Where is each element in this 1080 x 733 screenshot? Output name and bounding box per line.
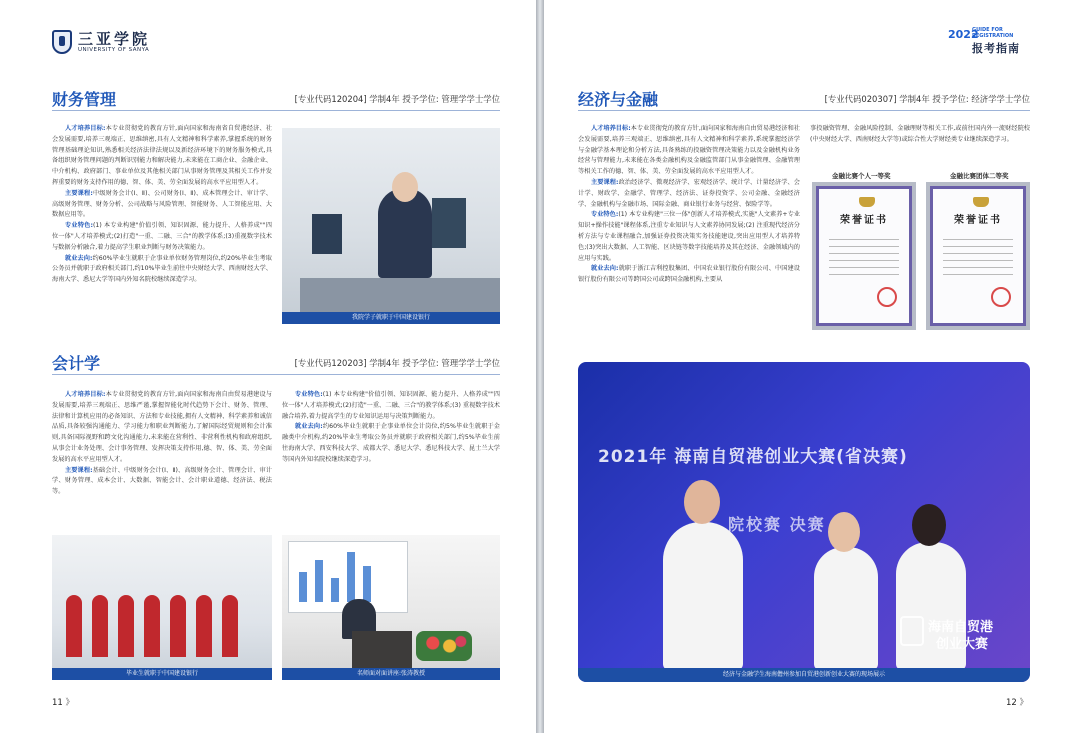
crown-icon: [973, 197, 989, 207]
finance-goal-label: 人才培养目标:: [65, 125, 106, 132]
economics-title: 经济与金融: [578, 90, 659, 109]
guide-chinese: 报考指南: [972, 42, 1020, 55]
accounting-courses-label: 主要课程:: [65, 466, 93, 474]
logo-english-name: UNIVERSITY OF SANYA: [78, 46, 150, 53]
finance-code: [专业代码120204] 学制4年 授予学位: 管理学学士学位: [294, 94, 500, 104]
accounting-photo-lecture: [282, 535, 500, 680]
seal-icon: [991, 287, 1011, 307]
page-number-left: 11 》: [52, 698, 75, 708]
left-page: [0, 0, 536, 733]
finance-features-text: (1) 本专业构建"价值引领、知识固源、能力提升、人格养成""四位一体"人才培养模式;(2)打造"一重、二融、三合"的教学体系;(3)重视数字技术与数据分析融合,着力提高学生职业判断与财务决策能力。: [52, 222, 272, 251]
accounting-body-right: [282, 390, 500, 466]
stage-banner: 2021年 海南自贸港创业大赛(省决赛): [598, 447, 908, 467]
cert1-title: 荣誉证书: [840, 215, 888, 226]
accounting-career-label: 就业去向:: [295, 423, 323, 431]
finance-photo: [282, 128, 500, 324]
accounting-divider: [52, 374, 500, 375]
finance-career-label: 就业去向:: [65, 254, 93, 262]
accounting-courses-text: 基础会计、中级财务会计(Ⅰ、Ⅱ)、高级财务会计、管理会计、审计学、财务管理、成本会计、大数据、智能会计、会计职业道德、经济法、税法等。: [52, 466, 272, 496]
accounting-photo2-caption: 名师面对面讲座:张涛教授: [282, 668, 500, 680]
brand-line1: 海南自贸港: [928, 620, 994, 635]
crown-icon: [859, 197, 875, 207]
economics-career-continued: 事投融资管理、金融风险控制、金融理财等相关工作,或前往国内外一流财经院校(中央财经大学、西南财经大学等)或综合性大学财经类专业继续深造学习。: [810, 125, 1030, 143]
competition-photo: [578, 362, 1030, 682]
economics-career-label: 就业去向:: [591, 265, 619, 273]
page-number-right: 12 》: [1005, 698, 1028, 708]
economics-features-label: 专业特色:: [591, 211, 619, 219]
economics-goal-text: 本专业贯彻党的教育方针,面向国家和海南自由贸易港经济和社会发展需要,培养三观端正、思维缜密,具有人文精神和科学素养,系统掌握经济学与金融学基本理论和分析方法,具备熟练的投融资管理决策能力以及金融机构业务经营与管理能力,未来能在各类金融机构及金融监管部门从事金融管理、金融管理等相关工作的德、智、体、美、劳全面发展的高水平应用型人才。: [578, 125, 800, 176]
guide-english-line1: GUIDE FOR: [972, 27, 1003, 33]
economics-courses-text: 政治经济学、微观经济学、宏观经济学、统计学、计量经济学、会计学、财政学、金融学、管理学、经济法、证券投资学、公司金融、金融经济学、金融机构与金融市场、国际金融、商业银行业务与经营、保险学等。: [578, 178, 800, 208]
page-gutter: [536, 0, 544, 733]
economics-features-text: (1) 本专业构建"三位一体"创新人才培养模式,实施"人文素养+专业知识+操作技能"课程体系,注重专业知识与人文素养协同发展;(2) 注重现代经济分析方法与专业课程融合,加强证券投资决策实务技能建设,突出应用型人才培养特色;(3)突出大数据、人工智能、区块链等数字技能培养及其在经济、金融领域内的应用与实践。: [578, 211, 800, 262]
logo-chinese-name: 三亚学院: [78, 29, 151, 48]
finance-features-label: 专业特色:: [65, 222, 93, 230]
competition-brand: [900, 616, 1016, 652]
economics-courses-label: 主要课程:: [591, 178, 619, 186]
economics-body-left: [578, 124, 800, 286]
finance-title: 财务管理: [52, 90, 117, 109]
certificate-individual: [812, 182, 916, 330]
cert2-title: 荣誉证书: [954, 215, 1002, 226]
right-page: [544, 0, 1080, 733]
finance-courses-text: 中级财务会计(Ⅰ、Ⅱ)、公司财务(Ⅰ、Ⅱ)、成本管理会计、审计学、高级财务管理、财务分析、公司战略与风险管理、智能财务、人工智能应用、大数据应用等。: [52, 189, 272, 219]
economics-divider: [578, 110, 1030, 111]
accounting-title: 会计学: [52, 354, 101, 373]
brand-line2: 创业大赛: [936, 637, 989, 652]
seal-icon: [877, 287, 897, 307]
certificate-team: [926, 182, 1030, 330]
guide-year: 2022: [948, 28, 979, 41]
finance-body: [52, 124, 272, 286]
competition-photo-caption: 经济与金融学生海南儋州参加自贸港创新创业大赛的现场展示: [578, 668, 1030, 682]
cert1-label: 金融比赛个人一等奖: [832, 172, 891, 180]
accounting-career-text: 约60%毕业生就职于企事业单位会计岗位,约5%毕业生就职于金融类中介机构,约20%毕业生考取公务员并就职于政府相关部门,约5%毕业生前往海南大学、西安科技大学、成都大学、悉尼大学、悉尼科技大学、昆士兰大学等国内外知名院校继续深造学习。: [282, 423, 500, 463]
accounting-features-label: 专业特色:: [295, 391, 323, 398]
accounting-code: [专业代码120203] 学制4年 授予学位: 管理学学士学位: [294, 358, 500, 368]
guide-english: [972, 28, 1013, 39]
university-crest-icon: [52, 30, 72, 54]
finance-career-text: 约60%毕业生就职于企事业单位财务管理岗位,约20%毕业生考取公务员并就职于政府相关部门,约10%毕业生前往中央财经大学、西南财经大学、海南大学、悉尼大学等国内外知名院校继续深造学习。: [52, 254, 272, 284]
accounting-body-left: [52, 390, 272, 498]
competition-logo-icon: [900, 616, 924, 646]
accounting-photo1-caption: 毕业生就职于中国建设银行: [52, 668, 272, 680]
economics-code: [专业代码020307] 学制4年 授予学位: 经济学学士学位: [824, 94, 1030, 104]
guide-english-line2: REGISTRATION: [972, 32, 1014, 39]
finance-goal-text: 本专业贯彻党的教育方针,面向国家和海南省自贸港经济、社会发展需要,培养三观端正、思维缜密,具有人文精神和科学素养,掌握系统的财务管理基础理论知识,熟悉相关经济法律法规以及新经济环境下的财务服务模式,具备组织财务管理问题的判断识别能力和解决能力,未来能在工商企业、金融企业、中介机构、政府部门、事业单位及其他相关部门从事财务管理及其相关工作并发挥重要的财务支持作用的德、智、体、美、劳全面发展的高水平应用型人才。: [52, 125, 272, 186]
accounting-goal-text: 本专业贯彻党的教育方针,面向国家和海南自由贸易港建设与发展需要,培养三观端正、思维严谨,掌握智能化时代趋势下会计、财务、管理、法律和计算机应用的必备知识、方法和专业技能,拥有人文精神、科学素养和诚信品质,具备较强沟通能力、学习能力和职业判断能力,了解国际经贸规则和会计准则,具备国际视野和跨文化沟通能力,未来能在营利性、非营利性机构和政府组织,从事会计业务处理、会计事务管理、发挥决策支持作用,德、智、体、美、劳全面发展的高水平应用型人才。: [52, 391, 272, 463]
university-logo: [52, 30, 150, 54]
finance-courses-label: 主要课程:: [65, 189, 93, 197]
accounting-photo-bank: [52, 535, 272, 680]
economics-body-right: [810, 124, 1030, 146]
registration-guide-header: [948, 28, 1028, 54]
economics-goal-label: 人才培养目标:: [591, 125, 631, 132]
finance-photo-caption: 我院学子就职于中国建设银行: [282, 312, 500, 324]
cert2-label: 金融比赛团体二等奖: [950, 172, 1009, 180]
finance-divider: [52, 110, 500, 111]
accounting-goal-label: 人才培养目标:: [65, 391, 106, 398]
stage-banner-2: 院校赛 决赛: [728, 515, 826, 534]
accounting-features-text: (1) 本专业构建"价值引领、知识固源、能力提升、人格养成""四位一体"人才培养模式;(2)打造"一重、二融、三合"的教学体系;(3) 重视数字技术融合培养,着力提高学生的专业知识运用与决策判断能力。: [282, 391, 500, 420]
economics-career-text: 就职于浙江吉利控股集团、中国农业银行股份有限公司、中国建设银行股份有限公司等跨国公司或跨国金融机构,主要从: [578, 265, 800, 284]
